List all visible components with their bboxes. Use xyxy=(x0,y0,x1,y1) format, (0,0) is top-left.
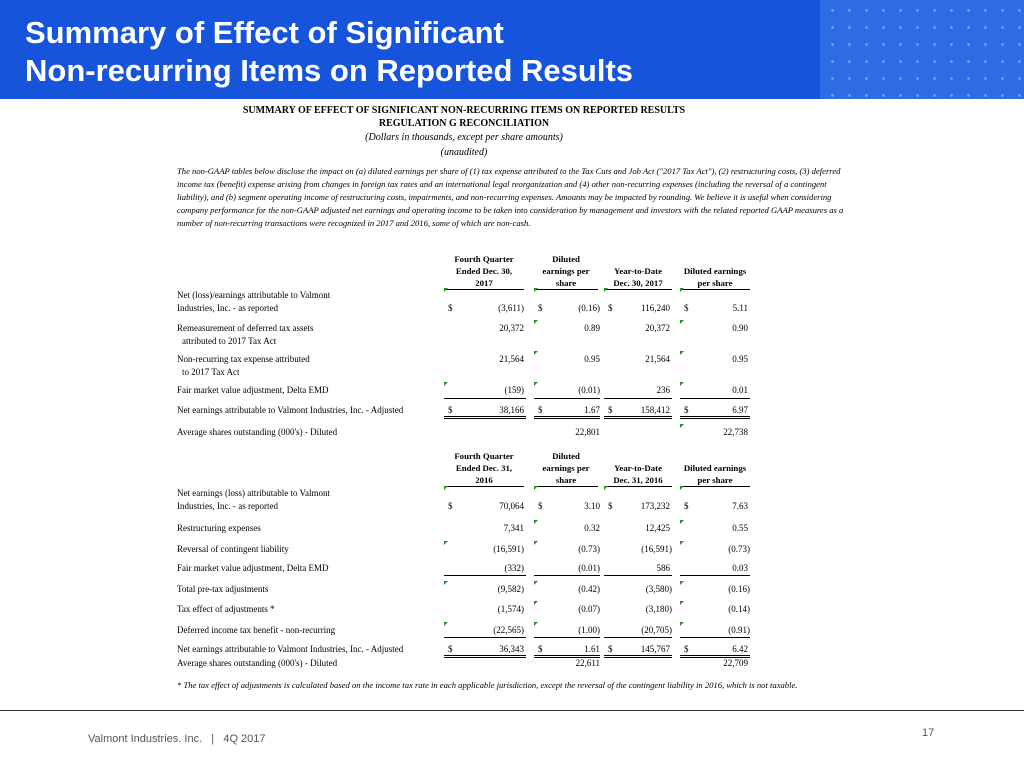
value-cell: 20,372 xyxy=(645,323,670,333)
value-cell: 7.63 xyxy=(732,501,748,511)
col-header-eps-q4-2017: Diluted earnings per share xyxy=(534,253,598,290)
currency-symbol: $ xyxy=(608,644,613,654)
value-cell: (16,591) xyxy=(641,544,672,554)
value-cell: (0.01) xyxy=(578,385,600,395)
value-cell: (1,574) xyxy=(497,604,524,614)
currency-symbol: $ xyxy=(538,644,543,654)
row-label: Net earnings attributable to Valmont Industries, Inc. - Adjusted xyxy=(177,644,404,654)
row-label: Reversal of contingent liability xyxy=(177,544,289,554)
currency-symbol: $ xyxy=(608,501,613,511)
currency-symbol: $ xyxy=(608,303,613,313)
col-header-ytd-2016: Year-to-Date Dec. 31, 2016 xyxy=(604,450,672,487)
value-cell: 22,709 xyxy=(723,658,748,668)
col-header-q4-2016: Fourth Quarter Ended Dec. 31, 2016 xyxy=(444,450,524,487)
footer-period: 4Q 2017 xyxy=(223,733,266,745)
value-cell: (3,580) xyxy=(645,584,672,594)
value-cell: (16,591) xyxy=(493,544,524,554)
currency-symbol: $ xyxy=(448,405,453,415)
currency-symbol: $ xyxy=(684,501,689,511)
value-cell: 0.01 xyxy=(732,385,748,395)
title-banner xyxy=(0,0,1024,99)
value-cell: 173,232 xyxy=(640,501,670,511)
report-subtitle: REGULATION G RECONCILIATION xyxy=(378,118,550,129)
value-cell: 0.55 xyxy=(732,523,748,533)
value-cell: 22,611 xyxy=(575,658,600,668)
row-label: Remeasurement of deferred tax assets xyxy=(177,323,314,333)
col-header-ytd-2017: Year-to-Date Dec. 30, 2017 xyxy=(604,253,672,290)
currency-symbol: $ xyxy=(684,644,689,654)
value-cell: (0.42) xyxy=(578,584,600,594)
slide-title-line1: Summary of Effect of Significant xyxy=(25,15,504,50)
row-label: Net (loss)/earnings attributable to Valmont xyxy=(177,290,331,300)
value-cell: 158,412 xyxy=(640,405,670,415)
currency-symbol: $ xyxy=(448,303,453,313)
row-label: Industries, Inc. - as reported xyxy=(177,303,278,313)
value-cell: (0.16) xyxy=(578,303,600,313)
value-cell: 0.03 xyxy=(732,563,748,573)
value-cell: 145,767 xyxy=(640,644,670,654)
row-label: attributed to 2017 Tax Act xyxy=(182,336,277,346)
value-cell: 21,564 xyxy=(645,354,670,364)
value-cell: 5.11 xyxy=(732,303,748,313)
value-cell: 116,240 xyxy=(641,303,670,313)
currency-symbol: $ xyxy=(538,405,543,415)
value-cell: 36,343 xyxy=(499,644,524,654)
value-cell: (22,565) xyxy=(493,625,524,635)
intro-paragraph: The non-GAAP tables below disclose the impact on (a) diluted earnings per share of (1) tax expense attributed to the Tax Cuts and Job Act ("2017 Tax Act"), (2) restructuring costs, (3) deferred income tax (benefit) expense arising from changes in foreign tax rates and an international legal reorganization and (4) other non-recurring expenses (including the reversal of a contingent liability), and (b) segment operating income of restructuring costs, impairments, and non-recurring expenses. Amounts may be impacted by rounding. We believe it is useful when considering company performance for the non-GAAP adjusted net earnings and operating income to be taken into consideration by management and investors with the related reported GAAP measures as a number of non-recurring transactions were recognized in 2017 and 2016, some of which are non-cash. xyxy=(177,166,844,228)
value-cell: (159) xyxy=(504,385,524,395)
value-cell: 0.95 xyxy=(584,354,600,364)
value-cell: 22,801 xyxy=(575,427,600,437)
currency-symbol: $ xyxy=(538,501,543,511)
report-unaudited: (unaudited) xyxy=(440,147,488,158)
value-cell: (3,180) xyxy=(645,604,672,614)
page-number: 17 xyxy=(922,727,935,739)
currency-symbol: $ xyxy=(608,405,613,415)
value-cell: 7,341 xyxy=(503,523,524,533)
value-cell: 12,425 xyxy=(645,523,670,533)
value-cell: (0.73) xyxy=(578,544,600,554)
col-header-eps-q4-2016: Diluted earnings per share xyxy=(534,450,598,487)
value-cell: (1.00) xyxy=(578,625,600,635)
value-cell: (0.01) xyxy=(578,563,600,573)
dot-pattern xyxy=(820,0,1024,99)
value-cell: 0.90 xyxy=(732,323,748,333)
value-cell: (9,582) xyxy=(497,584,524,594)
value-cell: (332) xyxy=(504,563,524,573)
row-label: Non-recurring tax expense attributed xyxy=(177,354,310,364)
value-cell: 70,064 xyxy=(499,501,524,511)
value-cell: (0.07) xyxy=(578,604,600,614)
value-cell: 0.32 xyxy=(584,523,600,533)
row-label: Average shares outstanding (000's) - Diluted xyxy=(177,658,338,668)
value-cell: 1.67 xyxy=(584,405,600,415)
value-cell: (20,705) xyxy=(641,625,672,635)
row-label: Tax effect of adjustments * xyxy=(177,604,275,614)
row-label: Fair market value adjustment, Delta EMD xyxy=(177,563,329,573)
value-cell: 38,166 xyxy=(499,405,524,415)
col-header-q4-2017: Fourth Quarter Ended Dec. 30, 2017 xyxy=(444,253,524,290)
value-cell: (0.91) xyxy=(728,625,750,635)
value-cell: 3.10 xyxy=(584,501,600,511)
value-cell: 0.89 xyxy=(584,323,600,333)
currency-symbol: $ xyxy=(684,303,689,313)
value-cell: (3,611) xyxy=(498,303,524,313)
row-label: Net earnings (loss) attributable to Valmont xyxy=(177,488,331,498)
row-label: to 2017 Tax Act xyxy=(182,367,240,377)
value-cell: 6.42 xyxy=(732,644,748,654)
report-units: (Dollars in thousands, except per share amounts) xyxy=(365,132,563,143)
col-header-eps-ytd-2016: Diluted earnings per share xyxy=(680,450,750,487)
currency-symbol: $ xyxy=(684,405,689,415)
row-label: Net earnings attributable to Valmont Industries, Inc. - Adjusted xyxy=(177,405,404,415)
value-cell: (0.14) xyxy=(728,604,750,614)
currency-symbol: $ xyxy=(448,501,453,511)
currency-symbol: $ xyxy=(448,644,453,654)
footnote: * The tax effect of adjustments is calculated based on the income tax rate in each applicable jurisdiction, except the reversal of the contingent liability in 2016, which is not taxable. xyxy=(177,680,798,690)
row-label: Fair market value adjustment, Delta EMD xyxy=(177,385,329,395)
report-title: SUMMARY OF EFFECT OF SIGNIFICANT NON-RECURRING ITEMS ON REPORTED RESULTS xyxy=(242,105,686,116)
value-cell: 236 xyxy=(656,385,670,395)
col-header-eps-ytd-2017: Diluted earnings per share xyxy=(680,253,750,290)
value-cell: (0.73) xyxy=(728,544,750,554)
value-cell: 6.97 xyxy=(732,405,748,415)
currency-symbol: $ xyxy=(538,303,543,313)
value-cell: (0.16) xyxy=(728,584,750,594)
company-name: Valmont Industries. Inc. xyxy=(88,733,203,745)
footer-company xyxy=(88,733,266,745)
slide-title xyxy=(25,14,633,90)
value-cell: 22,738 xyxy=(723,427,748,437)
row-label: Industries, Inc. - as reported xyxy=(177,501,278,511)
value-cell: 21,564 xyxy=(499,354,524,364)
row-label: Restructuring expenses xyxy=(177,523,261,533)
value-cell: 1.61 xyxy=(584,644,600,654)
value-cell: 20,372 xyxy=(499,323,524,333)
row-label: Deferred income tax benefit - non-recurring xyxy=(177,625,336,635)
footer-separator: | xyxy=(211,733,215,745)
row-label: Average shares outstanding (000's) - Diluted xyxy=(177,427,338,437)
slide-title-line2: Non-recurring Items on Reported Results xyxy=(25,53,634,88)
footer-divider xyxy=(0,710,1024,711)
value-cell: 0.95 xyxy=(732,354,748,364)
row-label: Total pre-tax adjustments xyxy=(177,584,269,594)
value-cell: 586 xyxy=(656,563,670,573)
